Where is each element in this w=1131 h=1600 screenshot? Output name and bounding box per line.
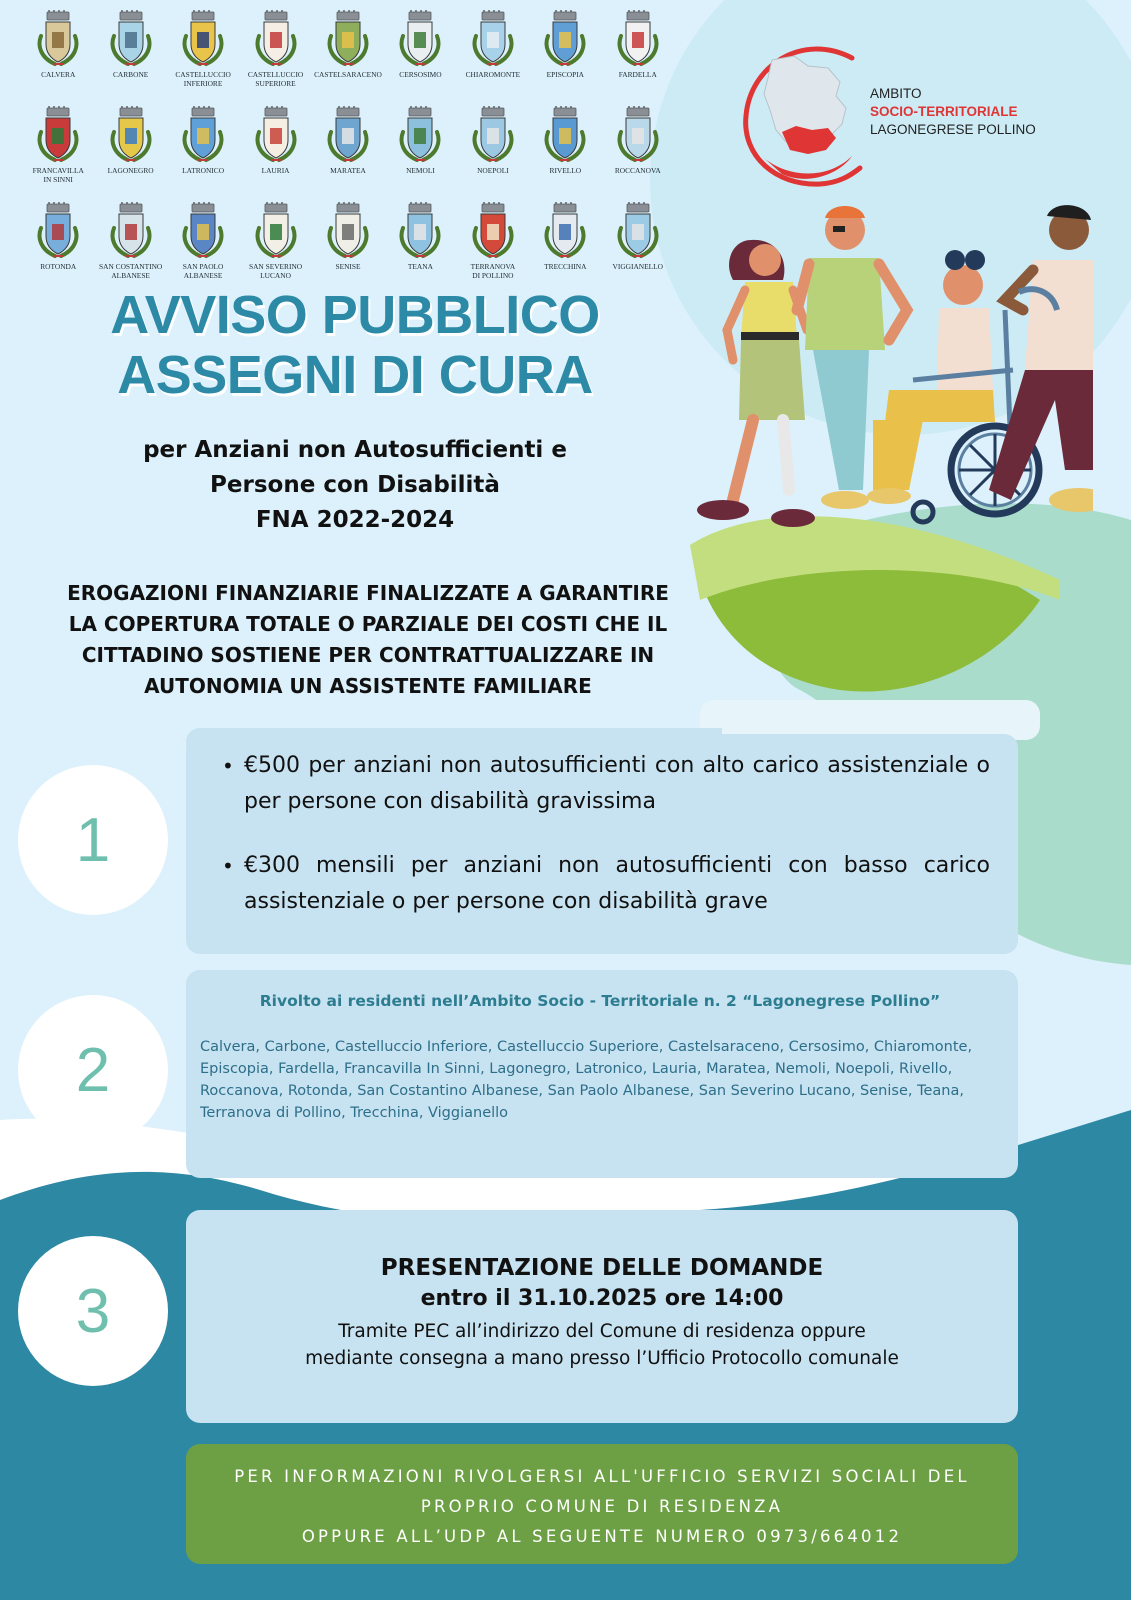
crest-label: FARDELLA — [618, 70, 657, 79]
title-line-2: ASSEGNI DI CURA — [117, 345, 593, 405]
coat-of-arms-icon — [397, 106, 443, 164]
municipality-crests — [22, 10, 674, 294]
section-1-box — [186, 734, 1018, 954]
municipality-crest — [457, 10, 529, 102]
municipality-crest — [529, 10, 601, 102]
municipality-crest — [529, 202, 601, 294]
bullet-dot: • — [222, 754, 234, 778]
coat-of-arms-icon — [35, 106, 81, 164]
page-title — [40, 285, 670, 405]
coat-of-arms-icon — [615, 10, 661, 68]
municipality-crest — [384, 202, 456, 294]
submission-line-2: mediante consegna a mano presso l’Ufficio Protocollo comunale — [305, 1348, 899, 1369]
section-number-2 — [18, 995, 168, 1145]
woman-figure-icon — [697, 240, 815, 527]
crest-label: MARATEA — [330, 166, 366, 175]
municipality-crest — [239, 10, 311, 102]
crest-label: CALVERA — [41, 70, 76, 79]
crest-label: CASTELSARACENO — [314, 70, 382, 79]
coat-of-arms-icon — [180, 106, 226, 164]
crest-label: ROTONDA — [40, 262, 77, 271]
municipality-crest — [312, 10, 384, 102]
coat-of-arms-icon — [108, 106, 154, 164]
municipality-crest — [384, 106, 456, 198]
coat-of-arms-icon — [542, 106, 588, 164]
municipality-crest — [457, 202, 529, 294]
municipality-crest — [602, 202, 674, 294]
crest-label: TEANA — [407, 262, 433, 271]
coat-of-arms-icon — [397, 202, 443, 260]
municipality-crest — [457, 106, 529, 198]
coat-of-arms-icon — [615, 106, 661, 164]
crest-label: NOEPOLI — [477, 166, 509, 175]
coat-of-arms-icon — [615, 202, 661, 260]
description-line-3: CITTADINO SOSTIENE PER CONTRATTUALIZZARE IN — [81, 643, 655, 667]
crest-label: CASTELLUCCIO SUPERIORE — [247, 70, 304, 88]
subtitle-line-3: FNA 2022-2024 — [255, 507, 455, 533]
section-number-2-text: 2 — [75, 1035, 111, 1105]
description-line-4: AUTONOMIA UN ASSISTENTE FAMILIARE — [144, 674, 592, 698]
municipality-crest — [312, 202, 384, 294]
crest-label: VIGGIANELLO — [612, 262, 664, 271]
page-subtitle — [40, 433, 670, 538]
crest-label: SAN PAOLO ALBANESE — [182, 262, 224, 280]
footer-line-3: OPPURE ALL’UDP AL SEGUENTE NUMERO 0973/664012 — [301, 1527, 903, 1546]
municipality-crest — [22, 10, 94, 102]
coat-of-arms-icon — [397, 10, 443, 68]
section-3-box — [186, 1210, 1018, 1423]
coat-of-arms-icon — [180, 10, 226, 68]
crest-label: CHIAROMONTE — [465, 70, 521, 79]
description-line-2: LA COPERTURA TOTALE O PARZIALE DEI COSTI CHE IL — [68, 612, 668, 636]
coat-of-arms-icon — [542, 10, 588, 68]
section-number-1 — [18, 765, 168, 915]
crest-label: SAN SEVERINO LUCANO — [248, 262, 303, 280]
municipality-crest — [94, 106, 166, 198]
coat-of-arms-icon — [35, 202, 81, 260]
crest-label: RIVELLO — [549, 166, 582, 175]
crest-label: TRECCHINA — [544, 262, 587, 271]
logo-line-3: LAGONEGRESE POLLINO — [870, 122, 1036, 137]
submission-line-1: Tramite PEC all’indirizzo del Comune di residenza oppure — [338, 1321, 866, 1342]
coat-of-arms-icon — [325, 202, 371, 260]
coat-of-arms-icon — [180, 202, 226, 260]
section-3-heading: PRESENTAZIONE DELLE DOMANDE — [380, 1255, 824, 1281]
footer-line-2: PROPRIO COMUNE DI RESIDENZA — [420, 1497, 784, 1516]
municipality-crest — [239, 106, 311, 198]
coat-of-arms-icon — [470, 202, 516, 260]
municipality-crest — [529, 106, 601, 198]
deadline-text: entro il 31.10.2025 ore 14:00 — [420, 1286, 784, 1311]
caregivers-illustration — [693, 200, 1093, 560]
subtitle-line-1: per Anziani non Autosufficienti e — [143, 437, 567, 463]
coat-of-arms-icon — [108, 202, 154, 260]
municipality-crest — [167, 106, 239, 198]
municipality-crest — [22, 106, 94, 198]
municipality-crest — [22, 202, 94, 294]
municipality-crest — [94, 202, 166, 294]
amount-bullet-1-text: €500 per anziani non autosufficienti con alto carico assistenziale o per persone con disabilità gravissima — [244, 753, 990, 814]
submission-method — [186, 1318, 1018, 1372]
municipality-crest — [602, 10, 674, 102]
municipality-crest — [167, 10, 239, 102]
crest-label: ROCCANOVA — [614, 166, 661, 175]
crest-label: CERSOSIMO — [399, 70, 442, 79]
amount-bullet-2-text: €300 mensili per anziani non autosufficienti con basso carico assistenziale o per persone con disabilità grave — [244, 853, 990, 914]
logo-line-2: SOCIO-TERRITORIALE — [870, 104, 1018, 119]
crest-label: CARBONE — [112, 70, 149, 79]
coat-of-arms-icon — [542, 202, 588, 260]
description-line-1: EROGAZIONI FINANZIARIE FINALIZZATE A GARANTIRE — [67, 581, 669, 605]
crest-label: LAURIA — [261, 166, 290, 175]
crest-label: FRANCAVILLA IN SINNI — [32, 166, 84, 184]
bullet-dot: • — [222, 854, 234, 878]
municipalities-list: Calvera, Carbone, Castelluccio Inferiore, Castelluccio Superiore, Castelsaraceno, Cersosimo, Chiaromonte, Episcopia, Fardella, Francavilla In Sinni, Lagonegro, Latronico, Lauria, Maratea, Nemoli, Noepoli, Rivello, Roccanova, Rotonda, San Costantino Albanese, San Paolo Albanese, San Severino Lucano, Senise, Teana, Terranova di Pollino, Trecchina, Viggianello — [200, 1039, 973, 1121]
ambito-logo-icon — [742, 38, 872, 188]
municipality-crest — [312, 106, 384, 198]
crest-label: CASTELLUCCIO INFERIORE — [175, 70, 231, 88]
section-number-3-text: 3 — [75, 1276, 111, 1346]
coat-of-arms-icon — [253, 202, 299, 260]
info-footer — [186, 1444, 1018, 1564]
crest-label: LAGONEGRO — [107, 166, 154, 175]
crest-label: TERRANOVA DI POLLINO — [470, 262, 516, 280]
title-line-1: AVVISO PUBBLICO — [110, 285, 600, 345]
section-2-box — [186, 970, 1018, 1178]
municipality-crest — [384, 10, 456, 102]
coat-of-arms-icon — [325, 10, 371, 68]
section-number-1-text: 1 — [75, 805, 111, 875]
amount-bullet-2 — [222, 848, 990, 920]
section-2-heading: Rivolto ai residenti nell’Ambito Socio - Territoriale n. 2 “Lagonegrese Pollino” — [259, 992, 941, 1010]
coat-of-arms-icon — [470, 106, 516, 164]
subtitle-line-2: Persone con Disabilità — [210, 472, 500, 498]
coat-of-arms-icon — [470, 10, 516, 68]
amount-bullet-1 — [222, 748, 990, 820]
municipality-crest — [94, 10, 166, 102]
municipality-crest — [239, 202, 311, 294]
coat-of-arms-icon — [35, 10, 81, 68]
ambito-logo-text — [870, 85, 1036, 139]
coat-of-arms-icon — [253, 10, 299, 68]
description — [36, 578, 700, 702]
crest-label: LATRONICO — [182, 166, 225, 175]
municipality-crest — [167, 202, 239, 294]
footer-line-1: PER INFORMAZIONI RIVOLGERSI ALL'UFFICIO SERVIZI SOCIALI DEL — [234, 1467, 970, 1486]
crest-label: SENISE — [335, 262, 361, 271]
coat-of-arms-icon — [325, 106, 371, 164]
coat-of-arms-icon — [253, 106, 299, 164]
crest-label: SAN COSTANTINO ALBANESE — [99, 262, 163, 280]
municipality-crest — [602, 106, 674, 198]
section-number-3 — [18, 1236, 168, 1386]
logo-line-1: AMBITO — [870, 86, 922, 101]
coat-of-arms-icon — [108, 10, 154, 68]
crest-label: NEMOLI — [406, 166, 435, 175]
crest-label: EPISCOPIA — [546, 70, 585, 79]
